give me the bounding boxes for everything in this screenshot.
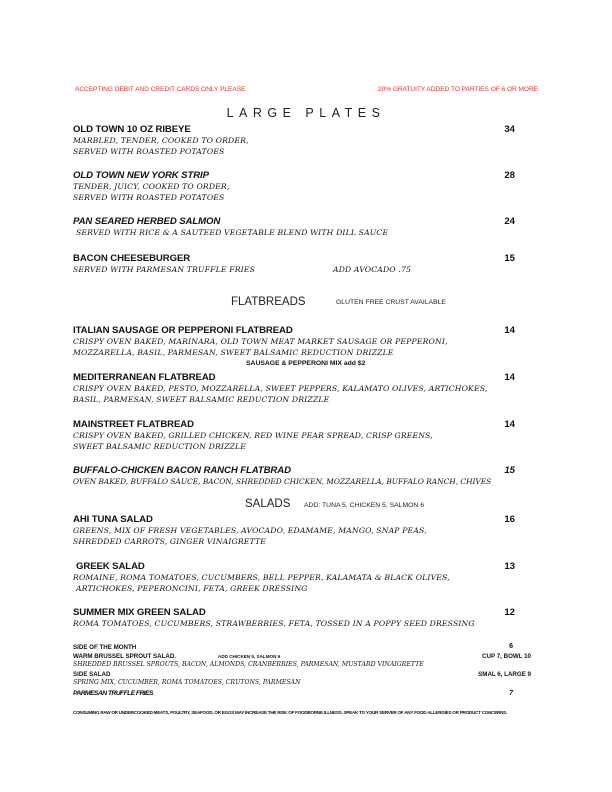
menu-item-desc: SERVED WITH ROASTED POTATOES bbox=[73, 193, 225, 202]
menu-item-addon: ADD AVOCADO .75 bbox=[333, 265, 412, 274]
payment-notice: ACCEPTING DEBIT AND CREDIT CARDS ONLY PLEASE bbox=[75, 86, 246, 93]
menu-item-desc: SHREDDED CARROTS, GINGER VINAIGRETTE bbox=[73, 537, 266, 546]
menu-item-desc: SERVED WITH ROASTED POTATOES bbox=[73, 147, 225, 156]
menu-item-desc: GREENS, MIX OF FRESH VEGETABLES, AVOCADO, EDAMAME, MANGO, SNAP PEAS, bbox=[73, 526, 427, 535]
menu-item-price: 14 bbox=[504, 325, 515, 336]
menu-item-name: SUMMER MIX GREEN SALAD bbox=[73, 607, 206, 618]
side-price: 7 bbox=[509, 690, 513, 697]
food-safety-disclaimer: CONSUMING RAW OR UNDERCOOKED MEATS, POULTRY, SEAFOOD, OR EGGS MAY INCREASE THE RISK OF FOODBORNE ILLNESS. SPEAK TO YOUR SERVER OF ANY FOOD ALLERGIES OR PRODUCT CONCERNS. bbox=[73, 710, 508, 715]
side-name: PARMESAN TRUFFLE FRIES bbox=[73, 690, 153, 697]
menu-item-price: 24 bbox=[504, 216, 515, 227]
menu-item-price: 16 bbox=[504, 514, 515, 525]
menu-item-price: 15 bbox=[504, 253, 515, 264]
menu-item-name: PAN SEARED HERBED SALMON bbox=[73, 216, 221, 227]
menu-item-desc: MOZZARELLA, BASIL, PARMESAN, SWEET BALSAMIC REDUCTION DRIZZLE bbox=[73, 348, 394, 357]
menu-item-price: 13 bbox=[504, 561, 515, 572]
menu-item-price: 15 bbox=[504, 465, 515, 476]
side-price: CUP 7, BOWL 10 bbox=[482, 653, 531, 660]
section-heading-large-plates: LARGE PLATES bbox=[226, 106, 386, 120]
menu-item-name: AHI TUNA SALAD bbox=[73, 514, 153, 525]
menu-item-price: 34 bbox=[504, 124, 515, 135]
section-heading-salads: SALADS bbox=[245, 498, 291, 510]
menu-item-extra: SAUSAGE & PEPPERONI MIX add $2 bbox=[246, 360, 366, 367]
menu-item-name: OLD TOWN 10 OZ RIBEYE bbox=[73, 124, 191, 135]
menu-item-name: MEDITERRANEAN FLATBREAD bbox=[73, 372, 216, 383]
section-note: ADD: TUNA 5, CHICKEN 5, SALMON 6 bbox=[304, 502, 424, 509]
menu-item-desc: OVEN BAKED, BUFFALO SAUCE, BACON, SHREDDED CHICKEN, MOZZARELLA, BUFFALO RANCH, CHIVES bbox=[73, 477, 492, 486]
menu-item-price: 14 bbox=[504, 419, 515, 430]
menu-item-desc: ARTICHOKES, PEPERONCINI, FETA, GREEK DRESSING bbox=[76, 584, 308, 593]
menu-item-desc: CRISPY OVEN BAKED, MARINARA, OLD TOWN MEAT MARKET SAUSAGE OR PEPPERONI, bbox=[73, 337, 448, 346]
section-heading-flatbreads: FLATBREADS bbox=[231, 296, 306, 308]
menu-item-name: GREEK SALAD bbox=[76, 561, 145, 572]
menu-item-desc: CRISPY OVEN BAKED, GRILLED CHICKEN, RED WINE PEAR SPREAD, CRISP GREENS, bbox=[73, 431, 433, 440]
menu-item-price: 28 bbox=[504, 170, 515, 181]
menu-item-name: BUFFALO-CHICKEN BACON RANCH FLATBRAD bbox=[73, 465, 291, 476]
side-desc: SHREDDED BRUSSEL SPROUTS, BACON, ALMONDS, CRANBERRIES, PARMESAN, MUSTARD VINAIGRETTE bbox=[73, 661, 424, 668]
menu-item-name: OLD TOWN NEW YORK STRIP bbox=[73, 170, 209, 181]
menu-item-desc: SERVED WITH RICE & A SAUTEED VEGETABLE BLEND WITH DILL SAUCE bbox=[76, 228, 389, 237]
menu-item-name: ITALIAN SAUSAGE OR PEPPERONI FLATBREAD bbox=[73, 325, 293, 336]
side-name: SIDE OF THE MONTH bbox=[73, 644, 137, 651]
side-name: WARM BRUSSEL SPROUT SALAD. bbox=[73, 653, 177, 660]
gratuity-notice: 20% GRATUITY ADDED TO PARTIES OF 6 OR MORE bbox=[378, 86, 539, 93]
menu-item-desc: MARBLED, TENDER, COOKED TO ORDER, bbox=[73, 136, 249, 145]
menu-item-price: 14 bbox=[504, 372, 515, 383]
menu-item-name: BACON CHEESEBURGER bbox=[73, 253, 191, 264]
menu-item-desc: SWEET BALSAMIC REDUCTION DRIZZLE bbox=[73, 442, 247, 451]
menu-item-desc: BASIL, PARMESAN, SWEET BALSAMIC REDUCTION DRIZZLE bbox=[73, 395, 330, 404]
side-price: 6 bbox=[509, 643, 513, 650]
menu-item-desc: ROMAINE, ROMA TOMATOES, CUCUMBERS, BELL PEPPER, KALAMATA & BLACK OLIVES, bbox=[73, 573, 450, 582]
side-addon: ADD CHICKEN 5, SALMON 6 bbox=[218, 654, 281, 659]
menu-item-desc: ROMA TOMATOES, CUCUMBERS, STRAWBERRIES, FETA, TOSSED IN A POPPY SEED DRESSING bbox=[73, 619, 475, 628]
menu-item-price: 12 bbox=[504, 607, 515, 618]
side-name: SIDE SALAD bbox=[73, 671, 111, 678]
menu-item-desc: TENDER, JUICY, COOKED TO ORDER, bbox=[73, 182, 230, 191]
section-note: GLUTEN FREE CRUST AVAILABLE bbox=[336, 299, 446, 306]
menu-item-desc: SERVED WITH PARMESAN TRUFFLE FRIES bbox=[73, 265, 256, 274]
side-desc: SPRING MIX, CUCUMBER, ROMA TOMATOES, CRUTONS, PARMESAN bbox=[73, 679, 301, 686]
menu-item-name: MAINSTREET FLATBREAD bbox=[73, 419, 194, 430]
side-price: SMAL 6, LARGE 9 bbox=[478, 671, 531, 678]
menu-item-desc: CRISPY OVEN BAKED, PESTO, MOZZARELLA, SWEET PEPPERS, KALAMATO OLIVES, ARTICHOKES, bbox=[73, 384, 488, 393]
